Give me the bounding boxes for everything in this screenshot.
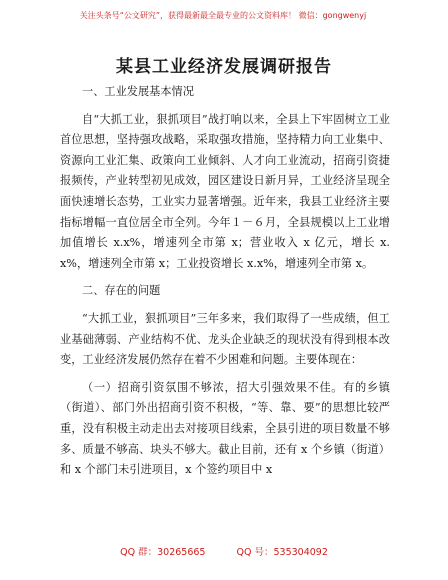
document-body [60, 82, 390, 488]
qq-group-text: QQ 群：30265665 [120, 547, 206, 558]
section-heading: 一、工业发展基本情况 [82, 85, 194, 98]
paragraph: “大抓工业，狠抓项目”三年多来，我们取得了一些成绩，但工业基础薄弱、产业结构不优、龙头企业缺乏的现状没有得到根本改变，工业经济发展仍然存在着不少困难和问题。主要体现在： [60, 311, 390, 367]
paragraph: （一）招商引资氛围不够浓，招大引强效果不佳。有的乡镇（街道）、部门外出招商引资不积极，“等、靠、要”的思想比较严重，没有积极主动走出去对接项目线索，全县引进的项目数量不够多、质量不够高、块头不够大。截止目前，还有 x 个乡镇（街道）和 x 个部门未引进项目，x 个签约项目中 x [60, 380, 390, 477]
qq-number-text: QQ 号：535304092 [236, 547, 328, 558]
contact-footer [0, 544, 448, 558]
document-title: 某县工业经济发展调研报告 [116, 57, 332, 77]
promo-banner: 关注头条号“公文研究”，获得最新最全最专业的公文资料库！ 微信：gongwenyj [79, 11, 367, 20]
section-heading: 二、存在的问题 [82, 284, 161, 298]
paragraph: 自“大抓工业，狠抓项目”战打响以来，全县上下牢固树立工业首位思想，坚持强攻战略，采取强攻措施，坚持精力向工业集中、资源向工业汇集、政策向工业倾斜、人才向工业流动，招商引资捷报频传，产业转型初见成效，园区建设日新月异，工业经济呈现全面快速增长态势，工业实力显著增强。近年来，我县工业经济主要指标增幅一直位居全市全列。今年１－６月，全县规模以上工业增加值增长 x.x%，增速列全市第 x；营业收入 x 亿元，增长 x.x%，增速列全市第 x；工业投资增长 x.x%，增速列全市第 x。 [60, 112, 390, 270]
